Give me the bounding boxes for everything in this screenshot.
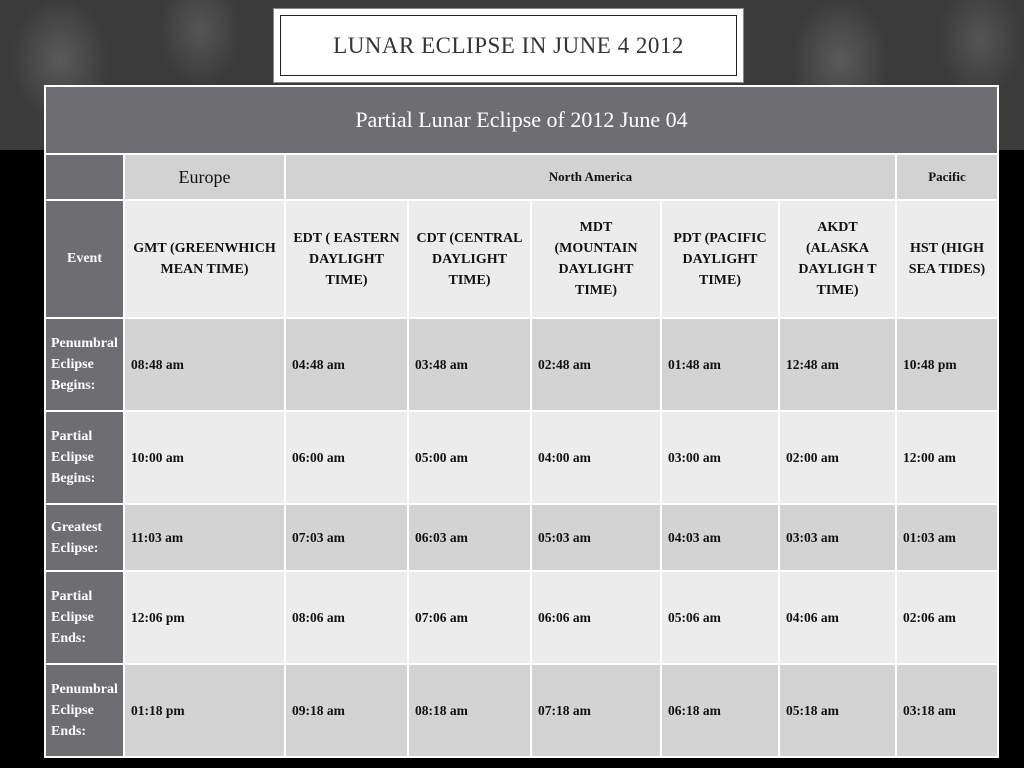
event-label: Penumbral Eclipse Begins: xyxy=(45,318,124,411)
time-cell: 03:48 am xyxy=(408,318,531,411)
time-cell: 08:48 am xyxy=(124,318,285,411)
slide-title: LUNAR ECLIPSE IN JUNE 4 2012 xyxy=(333,32,684,58)
title-frame xyxy=(274,9,743,82)
time-cell: 02:00 am xyxy=(779,411,896,504)
event-label: Greatest Eclipse: xyxy=(45,504,124,571)
time-cell: 04:06 am xyxy=(779,571,896,664)
event-header: Event xyxy=(45,200,124,318)
column-header-hst: HST (HIGH SEA TIDES) xyxy=(896,200,998,318)
column-header-edt: EDT ( EASTERN DAYLIGHT TIME) xyxy=(285,200,408,318)
time-cell: 03:00 am xyxy=(661,411,779,504)
time-cell: 04:03 am xyxy=(661,504,779,571)
time-cell: 03:18 am xyxy=(896,664,998,757)
time-cell: 01:18 pm xyxy=(124,664,285,757)
time-cell: 06:18 am xyxy=(661,664,779,757)
time-cell: 05:00 am xyxy=(408,411,531,504)
time-cell: 06:00 am xyxy=(285,411,408,504)
time-cell: 04:00 am xyxy=(531,411,661,504)
time-cell: 10:48 pm xyxy=(896,318,998,411)
time-cell: 05:03 am xyxy=(531,504,661,571)
time-cell: 07:06 am xyxy=(408,571,531,664)
time-cell: 01:48 am xyxy=(661,318,779,411)
time-cell: 12:48 am xyxy=(779,318,896,411)
time-cell: 01:03 am xyxy=(896,504,998,571)
column-header-mdt: MDT (MOUNTAIN DAYLIGHT TIME) xyxy=(531,200,661,318)
time-cell: 05:18 am xyxy=(779,664,896,757)
table-row xyxy=(45,411,998,504)
time-cell: 06:03 am xyxy=(408,504,531,571)
table-row xyxy=(45,571,998,664)
region-pacific: Pacific xyxy=(896,154,998,200)
table-row xyxy=(45,664,998,757)
region-europe: Europe xyxy=(124,154,285,200)
event-label: Penumbral Eclipse Ends: xyxy=(45,664,124,757)
time-cell: 12:06 pm xyxy=(124,571,285,664)
time-cell: 07:18 am xyxy=(531,664,661,757)
region-blank-cell xyxy=(45,154,124,200)
region-north-america: North America xyxy=(285,154,896,200)
time-cell: 05:06 am xyxy=(661,571,779,664)
column-header-cdt: CDT (CENTRAL DAYLIGHT TIME) xyxy=(408,200,531,318)
time-cell: 07:03 am xyxy=(285,504,408,571)
table-caption: Partial Lunar Eclipse of 2012 June 04 xyxy=(45,86,998,154)
column-header-akdt: AKDT (ALASKA DAYLIGH T TIME) xyxy=(779,200,896,318)
time-cell: 04:48 am xyxy=(285,318,408,411)
table-row xyxy=(45,504,998,571)
time-cell: 03:03 am xyxy=(779,504,896,571)
event-label: Partial Eclipse Ends: xyxy=(45,571,124,664)
time-cell: 08:06 am xyxy=(285,571,408,664)
time-cell: 02:48 am xyxy=(531,318,661,411)
time-cell: 10:00 am xyxy=(124,411,285,504)
column-header-pdt: PDT (PACIFIC DAYLIGHT TIME) xyxy=(661,200,779,318)
column-header-gmt: GMT (GREENWHICH MEAN TIME) xyxy=(124,200,285,318)
time-cell: 06:06 am xyxy=(531,571,661,664)
time-cell: 11:03 am xyxy=(124,504,285,571)
time-cell: 09:18 am xyxy=(285,664,408,757)
table-row xyxy=(45,318,998,411)
eclipse-times-table xyxy=(44,85,999,758)
event-label: Partial Eclipse Begins: xyxy=(45,411,124,504)
time-cell: 08:18 am xyxy=(408,664,531,757)
time-cell: 12:00 am xyxy=(896,411,998,504)
time-cell: 02:06 am xyxy=(896,571,998,664)
